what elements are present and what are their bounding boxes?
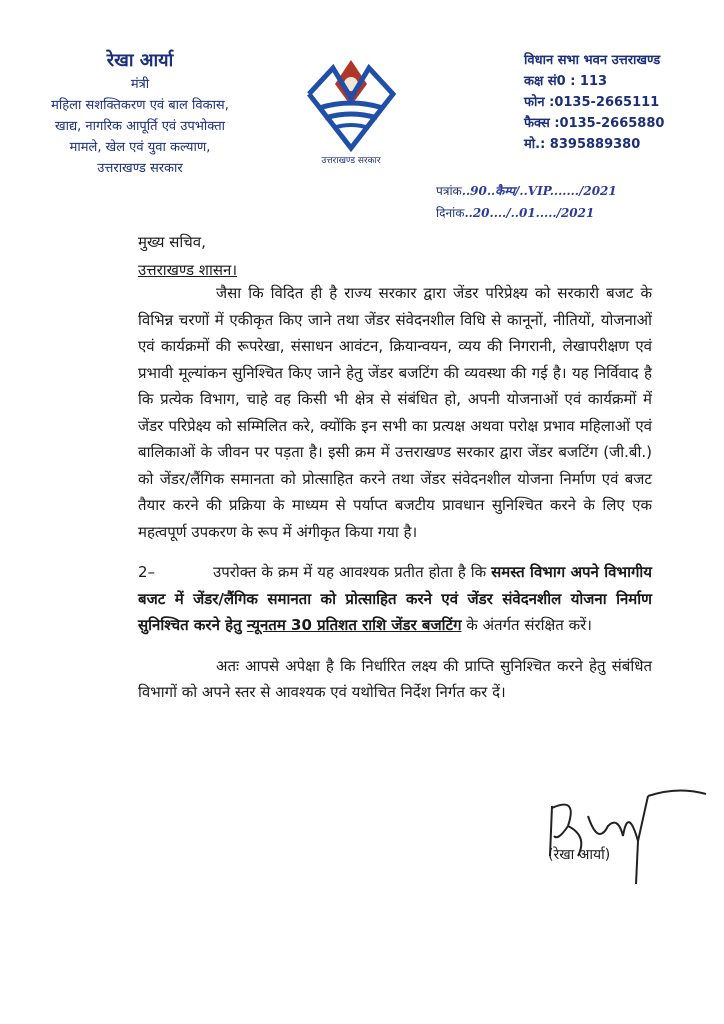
addressee — [138, 228, 237, 284]
contact-block — [524, 50, 664, 155]
portfolio-line: खाद्य, नागरिक आपूर्ति एवं उपभोक्ता — [54, 119, 226, 134]
ref-number: ..90..कैम्प/..VIP......./2021 — [461, 184, 617, 198]
portfolio-line: उत्तराखण्ड सरकार — [97, 161, 183, 176]
minister-letterhead — [20, 48, 260, 179]
office-address: विधान सभा भवन उत्तराखण्ड — [524, 53, 661, 68]
paragraph-2-text: उपरोक्त के क्रम में यह आवश्यक प्रतीत होता है कि — [213, 563, 492, 581]
room-number: कक्ष सं0 : 113 — [524, 74, 608, 89]
letter-date: ..20..../..01...../2021 — [464, 206, 595, 220]
paragraph-2 — [138, 559, 652, 639]
paragraph-2-underlined: न्यूनतम 30 प्रतिशत राशि जेंडर बजटिंग — [246, 616, 462, 634]
portfolio-line: महिला सशक्तिकरण एवं बाल विकास, — [51, 98, 229, 113]
portfolio-line: मामले, खेल एवं युवा कल्याण, — [69, 140, 211, 155]
reference-block — [436, 180, 617, 224]
designation: मंत्री — [130, 77, 150, 92]
paragraph-1: जैसा कि विदित ही है राज्य सरकार द्वारा जेंडर परिप्रेक्ष्य को सरकारी बजट के विभिन्न चरणों में एकीकृत किए जाने तथा जेंडर संवेदनशील विधि से कानूनों, नीतियों, योजनाओं एवं कार्यक्रमों की रूपरेखा, संसाधन आवंटन, क्रियान्वयन, व्यय की निगरानी, लेखापरीक्षण एवं प्रभावी मूल्यांकन सुनिश्चित किए जाने हेतु जेंडर बजटिंग की व्यवस्था की गई है। यह निर्विवाद है कि प्रत्येक विभाग, चाहे वह किसी भी क्षेत्र से संबंधित हो, अपनी योजनाओं एवं कार्यक्रमों में जेंडर परिप्रेक्ष्य को सम्मिलित करे, क्योंकि इन सभी का प्रत्यक्ष अथवा परोक्ष प्रभाव महिलाओं एवं बालिकाओं के जीवन पर पड़ता है। इसी क्रम में उत्तराखण्ड सरकार द्वारा जेंडर बजटिंग (जी.बी.) को जेंडर/लैंगिक समानता को प्रोत्साहित करने तथा जेंडर संवेदनशील योजना निर्माण एवं बजट तैयार करने की प्रक्रिया के माध्यम से पर्याप्त बजटीय प्रावधान सुनिश्चित करने के लिए एक महत्वपूर्ण उपकरण के रूप में अंगीकृत किया गया है। — [138, 284, 652, 541]
paragraph-2-bold: समस्त विभाग अपने विभागीय बजट में जेंडर/लैंगिक समानता को प्रोत्साहित करने एवं जेंडर संवेदनशील योजना निर्माण सुनिश्चित करने हेतु — [138, 563, 652, 634]
paragraph-3: अतः आपसे अपेक्षा है कि निर्धारित लक्ष्य की प्राप्ति सुनिश्चित करने हेतु संबंधित विभागों को अपने स्तर से आवश्यक एवं यथोचित निर्देश निर्गत कर दें। — [138, 656, 652, 701]
paragraph-number: 2– — [138, 563, 156, 581]
minister-name: रेखा आर्या — [106, 50, 174, 71]
fax-number: फैक्स :0135-2665880 — [524, 116, 665, 131]
phone-number: फोन :0135-2665111 — [524, 95, 660, 110]
paragraph-2-end: के अंतर्गत संरक्षित करें। — [461, 616, 592, 634]
date-label: दिनांक — [436, 206, 465, 220]
addressee-office: उत्तराखण्ड शासन। — [138, 261, 238, 279]
letter-body — [138, 280, 652, 720]
uttarakhand-emblem-logo — [296, 58, 406, 168]
addressee-title: मुख्य सचिव, — [138, 233, 206, 251]
signatory-name: (रेखा आर्या) — [548, 847, 611, 863]
logo-caption: उत्तराखण्ड सरकार — [321, 156, 381, 166]
emblem-icon — [301, 58, 401, 153]
signature-image — [538, 786, 708, 886]
ref-label: पत्रांक — [436, 184, 462, 198]
mobile-number: मो.: 8395889380 — [524, 137, 641, 152]
